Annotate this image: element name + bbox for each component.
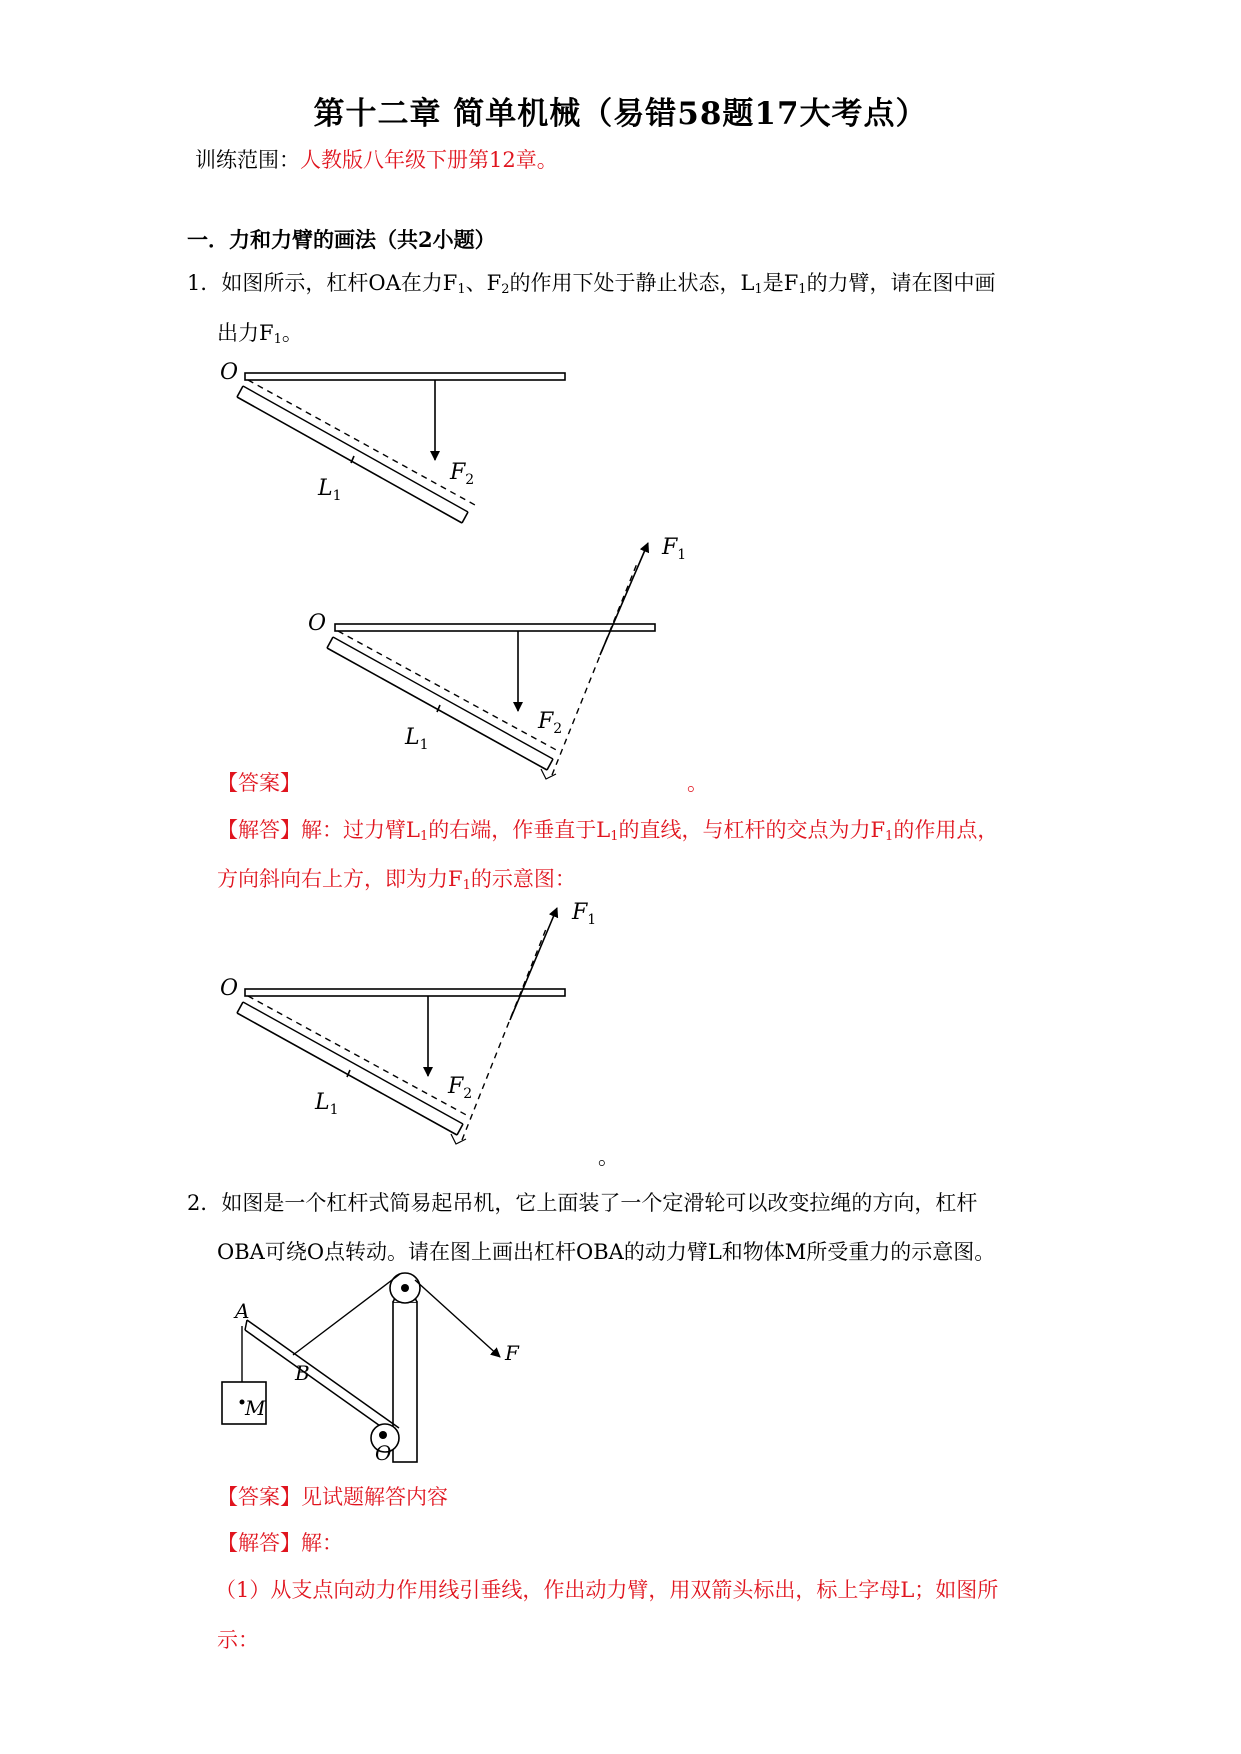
label-O: O (375, 1441, 392, 1465)
label-L1-sub: 1 (329, 1102, 339, 1118)
solution-text: 解： (301, 1531, 343, 1555)
label-L1-sub: 1 (332, 488, 342, 504)
label-B: B (295, 1361, 310, 1385)
label-F2-sub: 2 (465, 472, 475, 488)
range-value: 人教版八年级下册第12章。 (300, 148, 558, 172)
sub: 1 (273, 332, 282, 347)
label-L1-base: L (318, 476, 333, 501)
q1-number: 1． (187, 271, 222, 295)
q1-line2 (217, 318, 303, 348)
label-F1-sub: 1 (587, 912, 597, 928)
sol-text-b: 的右端，作垂直于L (428, 818, 611, 842)
sol-text-f: 的示意图： (470, 867, 576, 891)
answer-text: 见试题解答内容 (301, 1485, 448, 1509)
label-F2 (447, 1074, 472, 1102)
q2-text-1: 如图是一个杠杆式简易起吊机，它上面装了一个定滑轮可以改变拉绳的方向，杠杆 (221, 1191, 978, 1215)
q1-line1 (187, 268, 996, 298)
sub: 1 (610, 829, 619, 844)
label-A: A (235, 1299, 250, 1323)
label-L1 (314, 1090, 339, 1118)
label-F2-sub: 2 (553, 721, 563, 737)
q1-text-e: 的力臂，请在图中画 (806, 271, 996, 295)
solution-label: 【解答】 (217, 818, 301, 842)
figure-q2-crane (205, 1270, 535, 1470)
label-F2-base: F (448, 1074, 464, 1099)
label-F1-base: F (572, 900, 588, 925)
label-F1 (571, 900, 596, 928)
label-F1-base: F (662, 535, 678, 560)
label-L1 (404, 725, 429, 753)
q2-solution (217, 1528, 343, 1558)
sub: 1 (754, 282, 763, 297)
q2-step1-line2: 示： (217, 1628, 259, 1652)
sub: 1 (798, 282, 807, 297)
figure-q1 (210, 355, 580, 525)
q2-line2: OBA可绕O点转动。请在图上画出杠杆OBA的动力臂L和物体M所受重力的示意图。 (217, 1240, 996, 1264)
sub: 1 (419, 829, 429, 844)
q1-text-a: 如图所示，杠杆OA在力F (221, 271, 458, 295)
training-range (195, 145, 558, 175)
q1-text-b: 、F (465, 271, 502, 295)
section-heading: 一．力和力臂的画法（共2小题） (187, 227, 496, 252)
label-F2-sub: 2 (463, 1086, 473, 1102)
q1-text-g: 。 (281, 321, 303, 345)
label-L1-base: L (315, 1090, 330, 1115)
q1-solution-line1 (217, 815, 998, 845)
label-O: O (220, 976, 239, 1001)
label-L1-base: L (405, 725, 420, 750)
sub: 2 (501, 282, 510, 297)
label-L1 (317, 476, 342, 504)
label-F2-base: F (538, 709, 554, 734)
range-label: 训练范围： (195, 148, 300, 172)
q2-answer (217, 1482, 448, 1512)
q2-step1-line1: （1）从支点向动力作用线引垂线，作出动力臂，用双箭头标出，标上字母L；如图所 (215, 1578, 999, 1602)
label-F2 (537, 709, 562, 737)
label-L1-sub: 1 (419, 737, 429, 753)
q2-number: 2． (187, 1191, 222, 1215)
sub: 1 (462, 878, 471, 893)
sol-text-a: 解：过力臂L (301, 818, 420, 842)
q1-figure-end: 。 (598, 1145, 619, 1169)
sol-text-e: 方向斜向右上方，即为力F (217, 867, 463, 891)
figure-q1-solution (210, 900, 600, 1160)
answer-end: 。 (687, 771, 708, 795)
answer-label: 【答案】 (217, 1485, 301, 1509)
sol-text-d: 的作用点， (893, 818, 999, 842)
sub: 1 (457, 282, 466, 297)
label-F2 (449, 460, 474, 488)
label-F2-base: F (450, 460, 466, 485)
sub: 1 (885, 829, 894, 844)
label-O: O (220, 360, 239, 385)
answer-label: 【答案】 (217, 771, 301, 795)
figure-q1-answer (290, 530, 690, 780)
label-F: F (505, 1341, 519, 1365)
label-O: O (308, 611, 327, 636)
q2-line1 (187, 1188, 977, 1218)
q1-text-c: 的作用下处于静止状态，L (509, 271, 755, 295)
q1-answer (217, 768, 708, 798)
page-title: 第十二章 简单机械（易错58题17大考点） (313, 96, 928, 132)
q1-text-d: 是F (762, 271, 799, 295)
label-F1-sub: 1 (677, 547, 687, 563)
label-F1 (661, 535, 686, 563)
label-M: M (245, 1396, 266, 1420)
sol-text-c: 的直线，与杠杆的交点为力F (618, 818, 886, 842)
q1-solution-line2 (217, 864, 576, 894)
q1-text-f: 出力F (217, 321, 274, 345)
solution-label: 【解答】 (217, 1531, 301, 1555)
